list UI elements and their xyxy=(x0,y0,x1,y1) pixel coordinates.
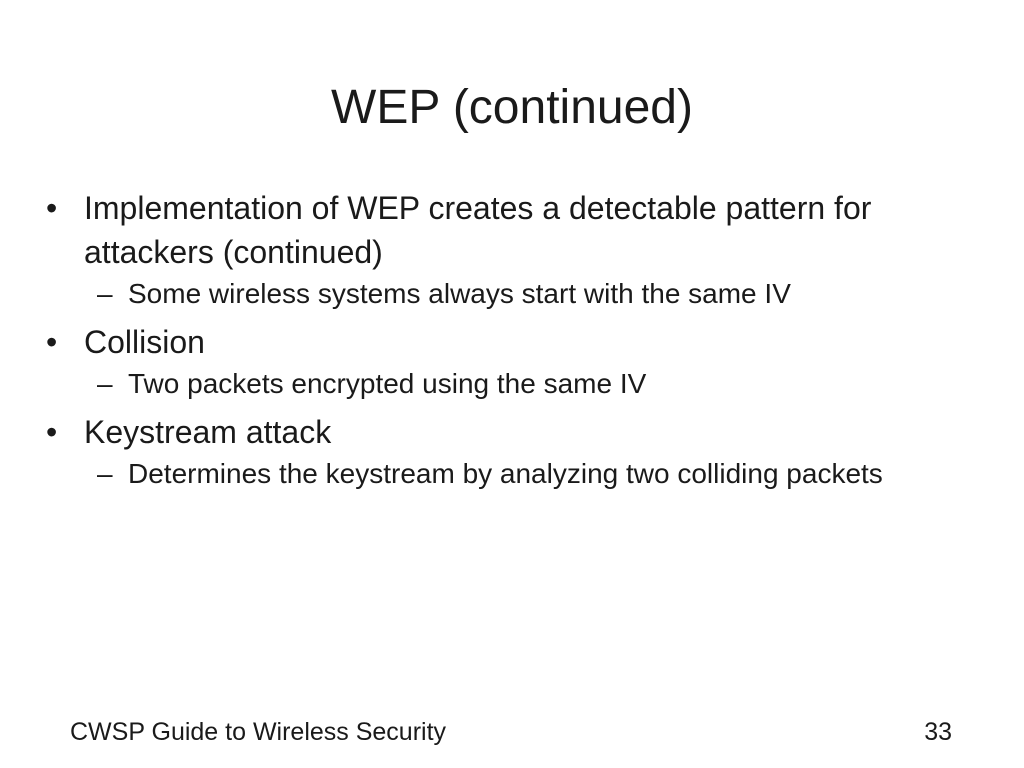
bullet-item xyxy=(42,410,962,454)
sub-bullet-text: Some wireless systems always start with the same IV xyxy=(128,278,791,309)
bullet-text: Keystream attack xyxy=(84,414,332,450)
sub-bullet-text: Determines the keystream by analyzing two colliding packets xyxy=(128,458,883,489)
bullet-text: Implementation of WEP creates a detectable pattern for attackers (continued) xyxy=(84,190,872,270)
slide-title: WEP (continued) xyxy=(331,81,693,134)
sub-bullet-marker: – xyxy=(97,458,113,489)
bullet-marker: • xyxy=(46,414,58,450)
sub-bullet-item xyxy=(42,454,962,494)
bullet-item xyxy=(42,186,962,274)
sub-bullet-item xyxy=(42,364,962,404)
sub-bullet-marker: – xyxy=(97,368,113,399)
footer-course-title: CWSP Guide to Wireless Security xyxy=(70,718,447,746)
sub-bullet-item xyxy=(42,274,962,314)
bullet-item xyxy=(42,320,962,364)
bullet-marker: • xyxy=(46,324,58,360)
sub-bullet-text: Two packets encrypted using the same IV xyxy=(128,368,647,399)
slide-body xyxy=(42,186,962,494)
footer-page-number: 33 xyxy=(924,718,952,746)
bullet-marker: • xyxy=(46,190,58,226)
sub-bullet-marker: – xyxy=(97,278,113,309)
bullet-text: Collision xyxy=(84,324,205,360)
